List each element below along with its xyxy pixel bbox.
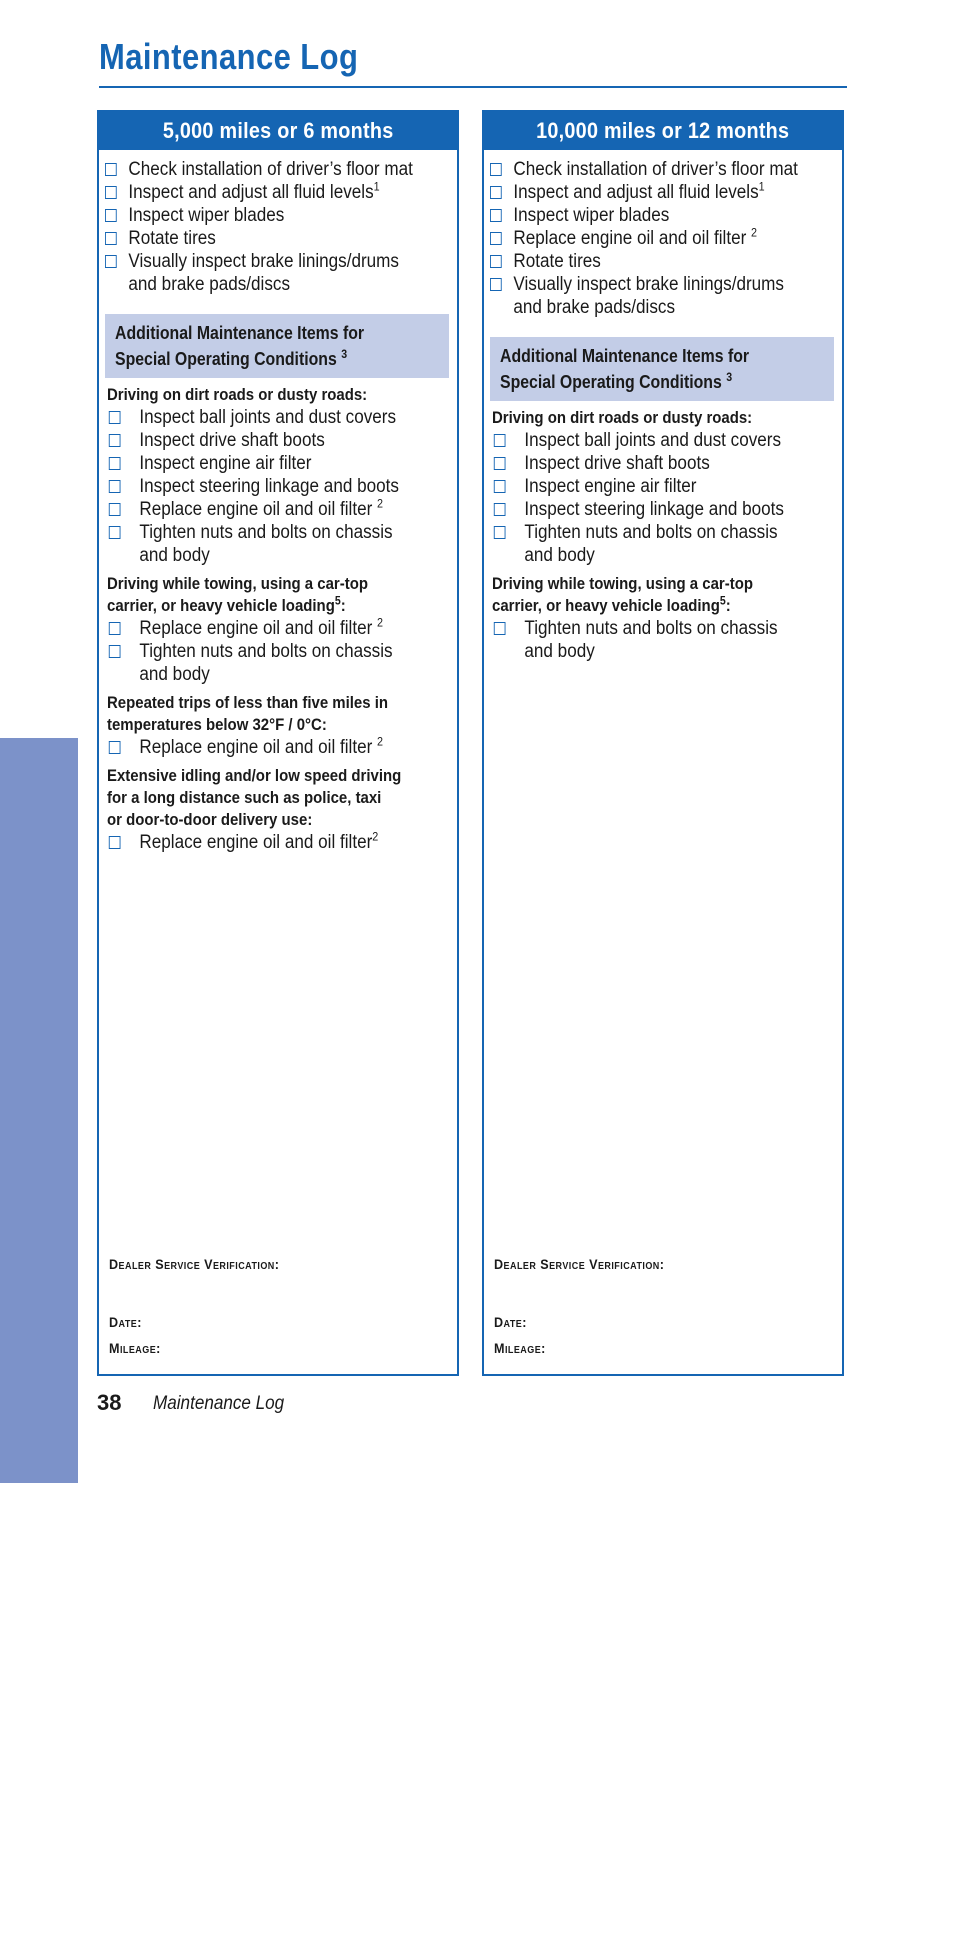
- checklist-item[interactable]: Visually inspect brake linings/drums: [490, 273, 846, 296]
- checkbox-icon[interactable]: [105, 209, 117, 222]
- checklist-item[interactable]: Inspect wiper blades: [490, 204, 846, 227]
- condition-checklist: [99, 617, 457, 663]
- checklist-item[interactable]: Visually inspect brake linings/drums: [105, 250, 461, 273]
- checkbox-icon[interactable]: [490, 163, 502, 176]
- checkbox-icon[interactable]: [109, 480, 121, 493]
- footnote-ref: 1: [758, 179, 765, 194]
- checklist-item[interactable]: Inspect drive shaft boots: [107, 429, 472, 452]
- dealer-verification: [494, 1256, 664, 1356]
- checkbox-icon[interactable]: [494, 480, 506, 493]
- checklist-item[interactable]: Inspect drive shaft boots: [492, 452, 857, 475]
- condition-checklist: [99, 831, 457, 854]
- condition-heading: for a long distance such as police, taxi: [107, 788, 382, 807]
- checklist: [484, 158, 842, 319]
- checkbox-icon[interactable]: [109, 457, 121, 470]
- checkbox-icon[interactable]: [490, 209, 502, 222]
- dealer-verification: [109, 1256, 279, 1356]
- checkbox-icon[interactable]: [494, 622, 506, 635]
- checklist-item[interactable]: Inspect and adjust all fluid levels$^1$: [490, 181, 846, 204]
- side-section-tab: [0, 738, 78, 1946]
- footnote-ref: 2: [751, 225, 758, 240]
- footnote-ref: 2: [377, 734, 384, 749]
- dealer-service-verification-label: Dealer Service Verification:: [494, 1256, 665, 1272]
- footnote-ref: 5: [334, 593, 341, 608]
- checklist-item[interactable]: Inspect ball joints and dust covers: [107, 406, 472, 429]
- special-title: Special Operating Conditions $^3$: [500, 370, 733, 392]
- column-header: 10,000 miles or 12 months: [484, 112, 842, 150]
- checkbox-icon[interactable]: [490, 186, 502, 199]
- checklist-item[interactable]: Tighten nuts and bolts on chassis: [492, 521, 857, 544]
- condition-heading: Driving on dirt roads or dusty roads:: [492, 408, 753, 427]
- checkbox-icon[interactable]: [109, 434, 121, 447]
- checkbox-icon[interactable]: [490, 232, 502, 245]
- checklist-item[interactable]: Inspect engine air filter: [107, 452, 472, 475]
- date-label: Date:: [109, 1314, 142, 1330]
- checklist-item[interactable]: Inspect steering linkage and boots: [107, 475, 472, 498]
- checkbox-icon[interactable]: [105, 232, 117, 245]
- checklist-item[interactable]: Check installation of driver’s floor mat: [490, 158, 846, 181]
- checkbox-icon[interactable]: [494, 457, 506, 470]
- special-title: Additional Maintenance Items for: [500, 346, 750, 366]
- checklist-item-continued: and body: [139, 545, 210, 566]
- footnote-ref: 2: [372, 829, 379, 844]
- checkbox-icon[interactable]: [109, 622, 121, 635]
- checklist-item-continued: and body: [524, 545, 595, 566]
- checkbox-icon[interactable]: [494, 434, 506, 447]
- checklist-item[interactable]: Replace engine oil and oil filter $^2$: [107, 736, 472, 759]
- checklist-item[interactable]: Inspect engine air filter: [492, 475, 857, 498]
- checklist: [99, 158, 457, 296]
- mileage-label: Mileage:: [494, 1340, 546, 1356]
- checklist-item-continued: and brake pads/discs: [513, 297, 676, 318]
- footnote-ref: 1: [373, 179, 380, 194]
- footnote-ref: 2: [377, 496, 384, 511]
- checklist-item-continued: and brake pads/discs: [128, 274, 291, 295]
- checklist-item[interactable]: Inspect wiper blades: [105, 204, 461, 227]
- dealer-service-verification-label: Dealer Service Verification:: [109, 1256, 280, 1272]
- checklist-item-continued: and body: [524, 641, 595, 662]
- checklist-item[interactable]: Tighten nuts and bolts on chassis: [492, 617, 857, 640]
- checklist-item[interactable]: Tighten nuts and bolts on chassis: [107, 521, 472, 544]
- page-title: Maintenance Log: [99, 36, 359, 77]
- condition-checklist: [484, 429, 842, 544]
- checkbox-icon[interactable]: [109, 503, 121, 516]
- checkbox-icon[interactable]: [490, 278, 502, 291]
- special-conditions-box: [105, 314, 449, 378]
- checkbox-icon[interactable]: [105, 186, 117, 199]
- footer-section-title: Maintenance Log: [153, 1393, 285, 1414]
- checkbox-icon[interactable]: [109, 836, 121, 849]
- condition-heading: Extensive idling and/or low speed driving: [107, 766, 402, 785]
- checklist-item[interactable]: Inspect and adjust all fluid levels$^1$: [105, 181, 461, 204]
- maintenance-column-5000: [97, 110, 459, 1376]
- condition-heading: Driving while towing, using a car-top: [107, 574, 368, 593]
- footnote-ref: 3: [726, 370, 733, 384]
- checkbox-icon[interactable]: [109, 741, 121, 754]
- footnote-ref: 3: [341, 347, 348, 361]
- checkbox-icon[interactable]: [105, 163, 117, 176]
- checklist-item[interactable]: Inspect steering linkage and boots: [492, 498, 857, 521]
- checklist-item[interactable]: Inspect ball joints and dust covers: [492, 429, 857, 452]
- checklist-item[interactable]: Replace engine oil and oil filter$^2$: [107, 831, 472, 854]
- checklist-item-continued: and body: [139, 664, 210, 685]
- special-conditions-box: [490, 337, 834, 401]
- special-title: Additional Maintenance Items for: [115, 323, 365, 343]
- special-title: Special Operating Conditions $^3$: [115, 347, 348, 369]
- checkbox-icon[interactable]: [109, 645, 121, 658]
- checklist-item[interactable]: Replace engine oil and oil filter $^2$: [107, 498, 472, 521]
- condition-heading: or door-to-door delivery use:: [107, 810, 313, 829]
- condition-checklist: [99, 406, 457, 544]
- condition-heading: carrier, or heavy vehicle loading$^5$:: [107, 593, 346, 615]
- checklist-item[interactable]: Check installation of driver’s floor mat: [105, 158, 461, 181]
- title-rule: [99, 86, 847, 88]
- condition-heading: temperatures below 32°F / 0°C:: [107, 715, 327, 734]
- condition-checklist: [99, 736, 457, 759]
- condition-heading: Driving while towing, using a car-top: [492, 574, 753, 593]
- side-tab-label: MAINTENANCE: [24, 1750, 53, 1946]
- date-label: Date:: [494, 1314, 527, 1330]
- checklist-item[interactable]: Replace engine oil and oil filter $^2$: [490, 227, 846, 250]
- checkbox-icon[interactable]: [494, 503, 506, 516]
- checklist-item[interactable]: Replace engine oil and oil filter $^2$: [107, 617, 472, 640]
- page-number: 38: [97, 1390, 122, 1415]
- checkbox-icon[interactable]: [109, 411, 121, 424]
- checklist-item[interactable]: Rotate tires: [490, 250, 846, 273]
- checkbox-icon[interactable]: [109, 526, 121, 539]
- condition-heading: Driving on dirt roads or dusty roads:: [107, 385, 368, 404]
- checkbox-icon[interactable]: [490, 255, 502, 268]
- footnote-ref: 5: [719, 593, 726, 608]
- checklist-item[interactable]: Rotate tires: [105, 227, 461, 250]
- footnote-ref: 2: [377, 615, 384, 630]
- maintenance-column-10000: [482, 110, 844, 1376]
- checkbox-icon[interactable]: [494, 526, 506, 539]
- column-header: 5,000 miles or 6 months: [99, 112, 457, 150]
- mileage-label: Mileage:: [109, 1340, 161, 1356]
- condition-heading: carrier, or heavy vehicle loading$^5$:: [492, 593, 731, 615]
- checklist-item[interactable]: Tighten nuts and bolts on chassis: [107, 640, 472, 663]
- condition-heading: Repeated trips of less than five miles in: [107, 693, 389, 712]
- checkbox-icon[interactable]: [105, 255, 117, 268]
- condition-checklist: [484, 617, 842, 640]
